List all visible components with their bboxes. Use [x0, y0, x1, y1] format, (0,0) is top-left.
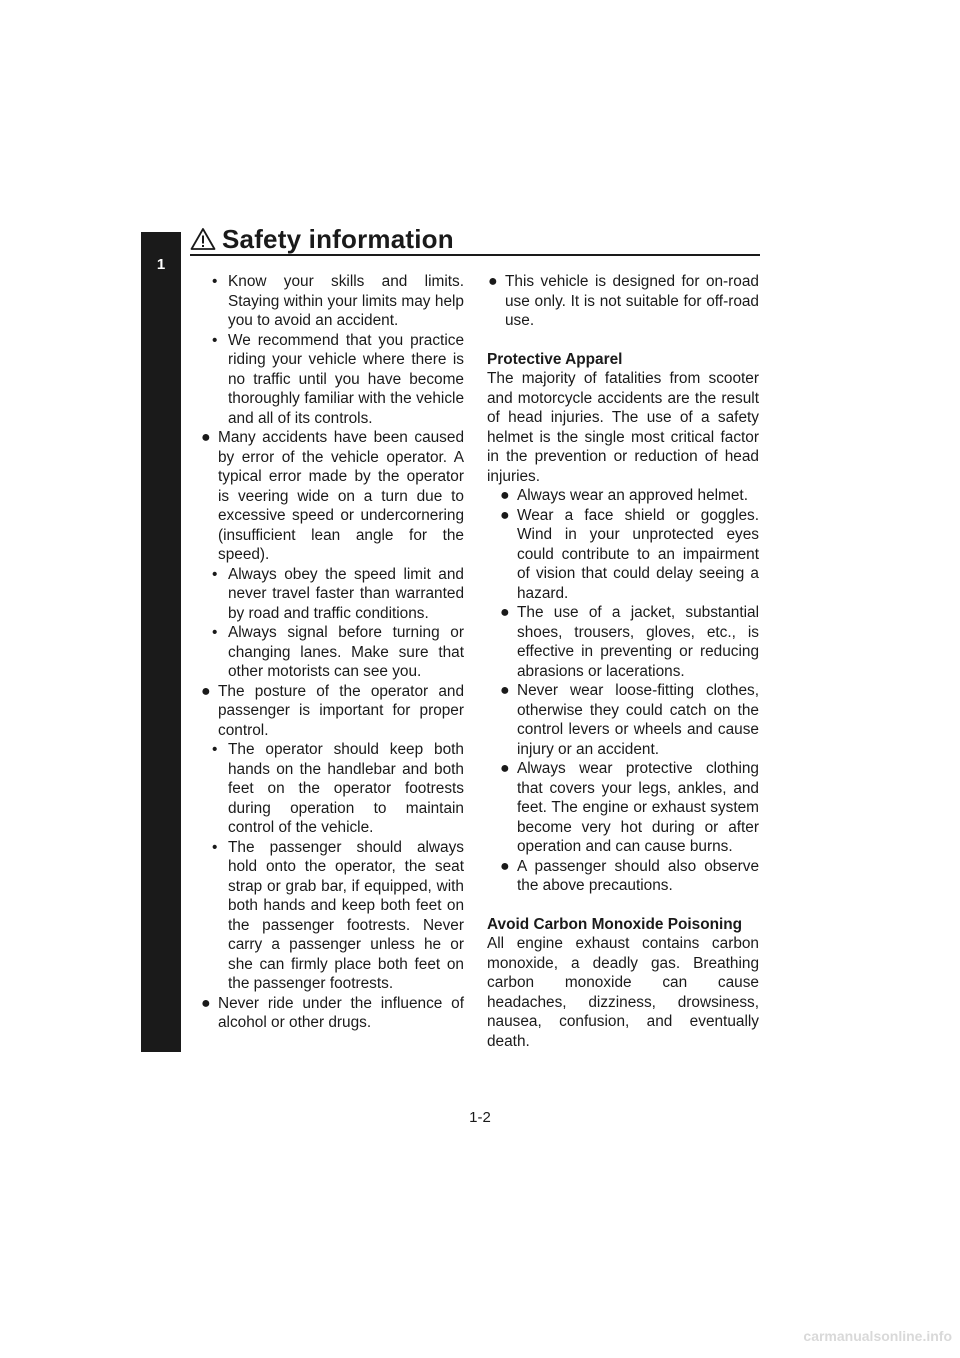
list-item: • The operator should keep both hands on the handlebar and both feet on the operator footrests during operation to maintain control of the vehicle.: [212, 741, 464, 836]
bullet-icon: •: [212, 331, 218, 349]
list-item: ● A passenger should also observe the above precautions.: [500, 857, 759, 894]
chapter-tab: [141, 232, 181, 1052]
section-heading: Avoid Carbon Monoxide Poisoning: [487, 915, 743, 933]
filled-circle-bullet-icon: ●: [500, 604, 510, 621]
filled-circle-bullet-icon: ●: [201, 682, 211, 700]
filled-circle-bullet-icon: ●: [500, 506, 510, 524]
list-item: • Always obey the speed limit and never travel faster than warranted by road and traffic conditions.: [212, 565, 464, 622]
bullet-icon: •: [212, 838, 218, 856]
page-number: 1-2: [469, 1109, 491, 1126]
list-item: ● Many accidents have been caused by error of the vehicle operator. A typical error made by the operator is veering wide on a turn due to excessive speed or undercornering (insufficient lean angle for the speed).: [201, 429, 464, 563]
list-item: ● Wear a face shield or goggles. Wind in your unprotected eyes could contribute to an impairment of vision that could delay seeing a hazard.: [500, 506, 759, 602]
list-item: ● Always wear protective clothing that covers your legs, ankles, and feet. The engine or exhaust system become very hot during or after operation and can cause burns.: [500, 760, 759, 855]
section-paragraph: All engine exhaust contains carbon monoxide, a deadly gas. Breathing carbon monoxide can cause headaches, dizziness, drowsiness, nausea, confusion, and eventually death.: [487, 935, 759, 1050]
list-item: • Know your skills and limits. Staying within your limits may help you to avoid an accident.: [212, 273, 464, 329]
chapter-number: 1: [156, 256, 166, 273]
list-item: ● The use of a jacket, substantial shoes, trousers, gloves, etc., is effective in preventing or reducing abrasions or lacerations.: [500, 604, 759, 680]
list-item: • Always signal before turning or changing lanes. Make sure that other motorists can see you.: [212, 624, 464, 680]
filled-circle-bullet-icon: ●: [488, 273, 498, 290]
list-item: ● The posture of the operator and passenger is important for proper control.: [201, 682, 464, 739]
filled-circle-bullet-icon: ●: [500, 857, 510, 875]
filled-circle-bullet-icon: ●: [500, 487, 510, 504]
list-item: ● This vehicle is designed for on-road use only. It is not suitable for off-road use.: [488, 273, 759, 329]
header-divider: [190, 254, 760, 256]
list-item: ● Always wear an approved helmet.: [500, 487, 748, 504]
filled-circle-bullet-icon: ●: [500, 682, 510, 699]
watermark-logo: carmanualsonline.info: [803, 1328, 952, 1344]
bullet-icon: •: [212, 273, 218, 290]
list-item: ● Never ride under the influence of alcohol or other drugs.: [201, 994, 464, 1031]
bullet-icon: •: [212, 741, 218, 758]
page-title: Safety information: [222, 223, 454, 254]
list-item: • We recommend that you practice riding your vehicle where there is no traffic until you have become thoroughly familiar with the vehicle and all of its controls.: [212, 331, 464, 427]
filled-circle-bullet-icon: ●: [500, 760, 510, 777]
section-heading: Protective Apparel: [487, 350, 623, 368]
list-item: • The passenger should always hold onto the operator, the seat strap or grab bar, if equipped, with both hands and keep both feet on the passenger footrests. Never carry a passenger unless he or she can firmly place both feet on the passenger footrests.: [212, 838, 464, 992]
bullet-icon: •: [212, 624, 218, 641]
page-header: [190, 222, 760, 256]
list-item: ● Never wear loose-fitting clothes, otherwise they could catch on the control levers or wheels and cause injury or an accident.: [500, 682, 759, 758]
right-column: [487, 272, 759, 1051]
left-column: [201, 272, 464, 1033]
filled-circle-bullet-icon: ●: [201, 994, 211, 1012]
filled-circle-bullet-icon: ●: [201, 429, 211, 446]
section-paragraph: The majority of fatalities from scooter and motorcycle accidents are the result of head injuries. The use of a safety helmet is the single most critical factor in the prevention or reduction of head injuries.: [487, 370, 759, 485]
warning-triangle-icon: [190, 227, 216, 251]
bullet-icon: •: [212, 565, 218, 583]
